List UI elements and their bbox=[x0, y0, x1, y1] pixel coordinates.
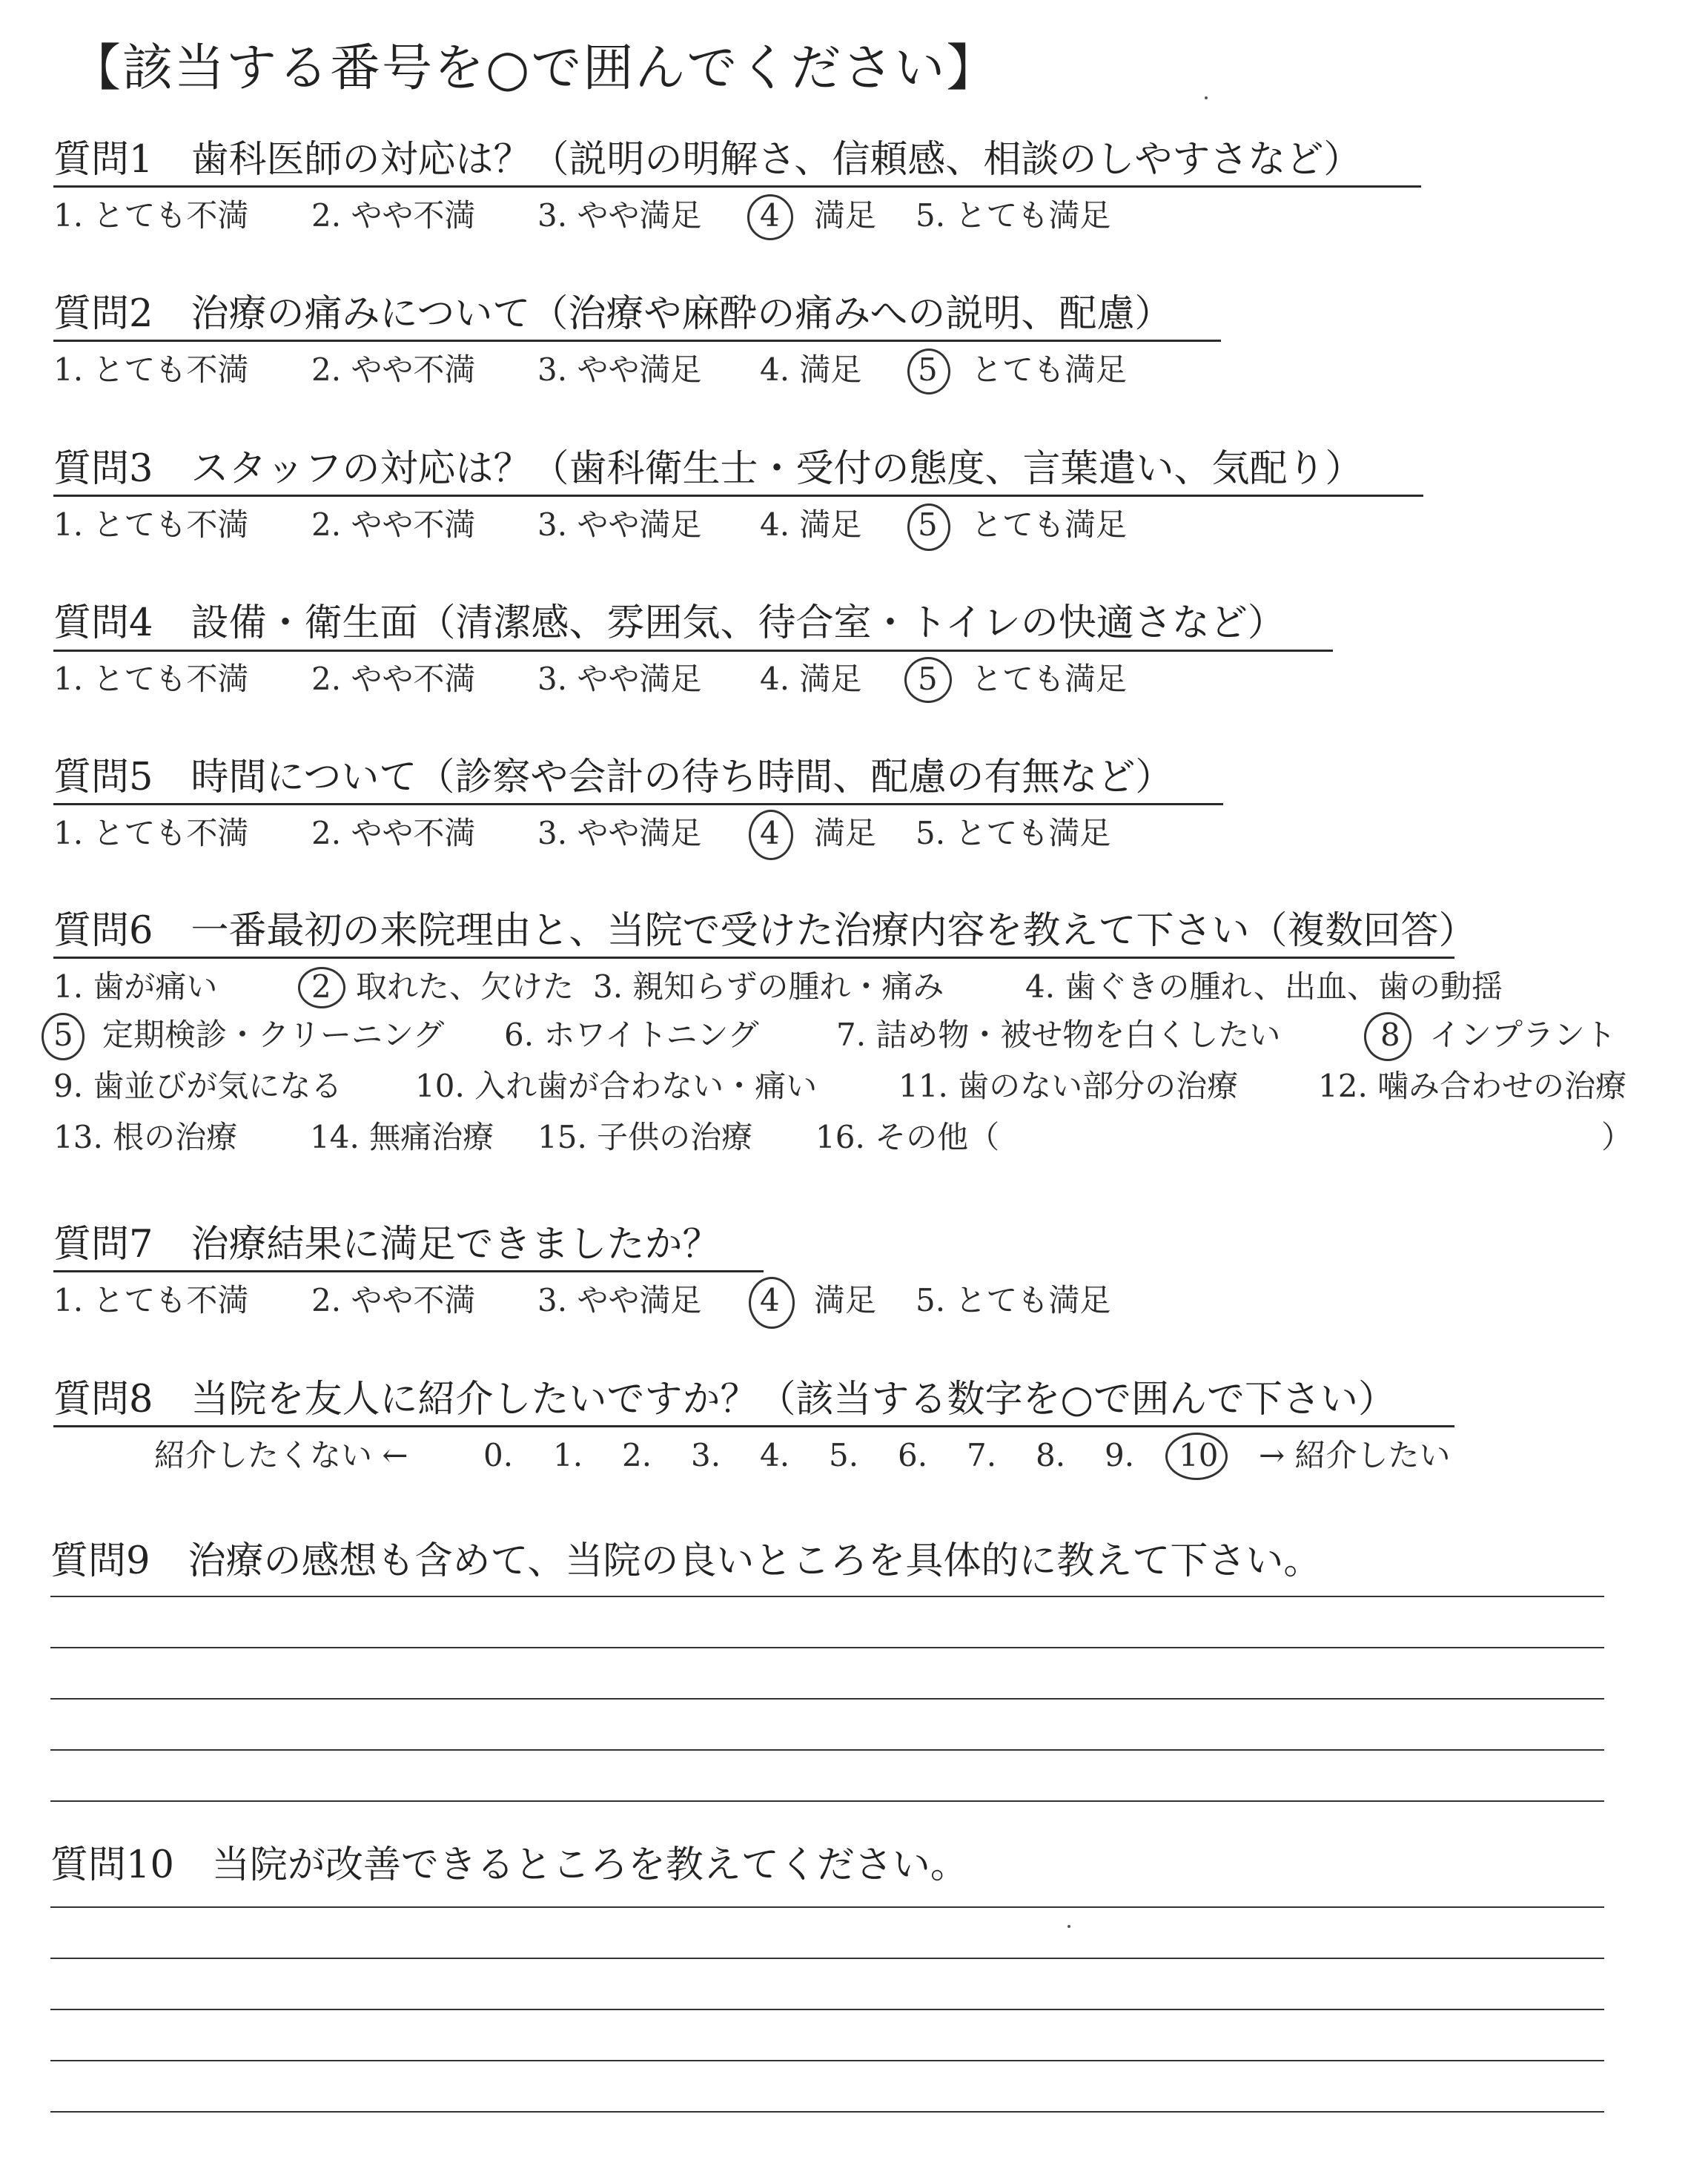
q6-option-16[interactable]: 16. その他（ bbox=[815, 1119, 1000, 1155]
q3-option-5-number[interactable]: 5 bbox=[918, 506, 938, 543]
q8-scale-2[interactable]: 2. bbox=[622, 1437, 652, 1473]
q1-option-4-text[interactable]: 満足 bbox=[814, 197, 877, 234]
page-title: 【該当する番号を○で囲んでください】 bbox=[70, 39, 999, 98]
q7-option-1[interactable]: 1. とても不満 bbox=[53, 1282, 249, 1318]
q6-option-13[interactable]: 13. 根の治療 bbox=[53, 1119, 238, 1155]
q1-option-5[interactable]: 5. とても満足 bbox=[916, 197, 1111, 234]
scan-speck bbox=[1205, 96, 1208, 99]
question-2-underline bbox=[53, 340, 1221, 342]
q7-option-2[interactable]: 2. やや不満 bbox=[311, 1282, 476, 1318]
question-1-underline bbox=[53, 185, 1421, 188]
q9-answer-line[interactable] bbox=[50, 1647, 1604, 1648]
question-6-underline bbox=[53, 957, 1454, 959]
q5-option-2[interactable]: 2. やや不満 bbox=[311, 815, 476, 851]
q7-option-4-number[interactable]: 4 bbox=[760, 1282, 780, 1318]
q9-answer-line[interactable] bbox=[50, 1749, 1604, 1751]
q6-option-2-circle bbox=[298, 967, 345, 1008]
q6-option-15[interactable]: 15. 子供の治療 bbox=[537, 1119, 753, 1155]
q6-option-9[interactable]: 9. 歯並びが気になる bbox=[53, 1068, 342, 1104]
q6-option-5-number[interactable]: 5 bbox=[53, 1017, 73, 1053]
q4-option-5-number[interactable]: 5 bbox=[918, 661, 938, 697]
question-7-underline bbox=[53, 1270, 764, 1272]
q1-selected-circle bbox=[747, 194, 793, 240]
q3-selected-circle bbox=[907, 503, 950, 551]
q9-answer-line[interactable] bbox=[50, 1698, 1604, 1700]
q5-selected-circle bbox=[749, 810, 793, 860]
question-3-underline bbox=[53, 495, 1423, 497]
q5-option-3[interactable]: 3. やや満足 bbox=[537, 815, 702, 851]
q4-option-1[interactable]: 1. とても不満 bbox=[53, 661, 249, 697]
question-4-label: 質問4 設備・衛生面（清潔感、雰囲気、待合室・トイレの快適さなど） bbox=[53, 601, 1285, 645]
q7-option-4-text[interactable]: 満足 bbox=[814, 1282, 877, 1318]
question-8-underline bbox=[53, 1425, 1454, 1427]
q6-option-5-text[interactable]: 定期検診・クリーニング bbox=[102, 1017, 445, 1053]
q8-scale-4[interactable]: 4. bbox=[760, 1437, 790, 1473]
q9-answer-line[interactable] bbox=[50, 1596, 1604, 1597]
q4-option-5-text[interactable]: とても満足 bbox=[971, 661, 1128, 697]
q8-right-label: → 紹介したい bbox=[1259, 1437, 1451, 1473]
question-8-label: 質問8 当院を友人に紹介したいですか？（該当する数字を○で囲んで下さい） bbox=[53, 1378, 1396, 1421]
q6-option-2-text[interactable]: 取れた、欠けた bbox=[356, 968, 575, 1005]
q2-option-1[interactable]: 1. とても不満 bbox=[53, 351, 249, 388]
q3-option-5-text[interactable]: とても満足 bbox=[971, 506, 1128, 543]
q5-option-4-number[interactable]: 4 bbox=[760, 815, 780, 851]
q6-option-2-number[interactable]: 2 bbox=[311, 968, 331, 1005]
q4-option-2[interactable]: 2. やや不満 bbox=[311, 661, 476, 697]
q4-option-4[interactable]: 4. 満足 bbox=[760, 661, 862, 697]
q7-option-5[interactable]: 5. とても満足 bbox=[916, 1282, 1111, 1318]
q2-option-4[interactable]: 4. 満足 bbox=[760, 351, 862, 388]
q8-scale-8[interactable]: 8. bbox=[1036, 1437, 1066, 1473]
question-10-label: 質問10 当院が改善できるところを教えてください。 bbox=[50, 1843, 968, 1887]
question-2-label: 質問2 治療の痛みについて（治療や麻酔の痛みへの説明、配慮） bbox=[53, 292, 1173, 336]
q8-scale-7[interactable]: 7. bbox=[967, 1437, 997, 1473]
q10-answer-line[interactable] bbox=[50, 2060, 1604, 2061]
q6-option-8-circle bbox=[1364, 1012, 1411, 1061]
q4-option-3[interactable]: 3. やや満足 bbox=[537, 661, 702, 697]
q3-option-2[interactable]: 2. やや不満 bbox=[311, 506, 476, 543]
q2-option-2[interactable]: 2. やや不満 bbox=[311, 351, 476, 388]
q6-option-4[interactable]: 4. 歯ぐきの腫れ、出血、歯の動揺 bbox=[1025, 968, 1503, 1005]
q6-option-14[interactable]: 14. 無痛治療 bbox=[310, 1119, 494, 1155]
q8-selected-circle bbox=[1165, 1433, 1228, 1480]
q6-option-3[interactable]: 3. 親知らずの腫れ・痛み bbox=[593, 968, 944, 1005]
q6-option-6[interactable]: 6. ホワイトニング bbox=[504, 1017, 759, 1053]
q6-option-1[interactable]: 1. 歯が痛い bbox=[53, 968, 218, 1005]
q6-option-7[interactable]: 7. 詰め物・被せ物を白くしたい bbox=[836, 1017, 1281, 1053]
q1-option-1[interactable]: 1. とても不満 bbox=[53, 197, 249, 234]
question-5-label: 質問5 時間について（診察や会計の待ち時間、配慮の有無など） bbox=[53, 756, 1174, 799]
q5-option-4-text[interactable]: 満足 bbox=[814, 815, 877, 851]
q6-option-16-close-paren: ） bbox=[1601, 1119, 1633, 1155]
q7-selected-circle bbox=[749, 1277, 795, 1329]
q6-option-5-circle bbox=[42, 1013, 85, 1060]
q10-answer-line[interactable] bbox=[50, 1906, 1604, 1908]
q10-answer-line[interactable] bbox=[50, 1958, 1604, 1959]
question-6-label: 質問6 一番最初の来院理由と、当院で受けた治療内容を教えて下さい（複数回答） bbox=[53, 909, 1477, 953]
q3-option-1[interactable]: 1. とても不満 bbox=[53, 506, 249, 543]
question-1-label: 質問1 歯科医師の対応は？（説明の明解さ、信頼感、相談のしやすさなど） bbox=[53, 138, 1362, 182]
q9-answer-line[interactable] bbox=[50, 1800, 1604, 1802]
q6-option-8-text[interactable]: インプラント bbox=[1429, 1017, 1617, 1053]
q2-option-5-number[interactable]: 5 bbox=[918, 351, 938, 388]
q4-selected-circle bbox=[904, 657, 952, 703]
q8-scale-3[interactable]: 3. bbox=[691, 1437, 721, 1473]
q1-option-4-number[interactable]: 4 bbox=[760, 197, 780, 234]
q2-option-5-text[interactable]: とても満足 bbox=[971, 351, 1128, 388]
q8-scale-6[interactable]: 6. bbox=[898, 1437, 928, 1473]
question-5-underline bbox=[53, 803, 1223, 805]
q6-option-12[interactable]: 12. 噛み合わせの治療 bbox=[1318, 1068, 1627, 1104]
q3-option-3[interactable]: 3. やや満足 bbox=[537, 506, 702, 543]
question-7-label: 質問7 治療結果に満足できましたか？ bbox=[53, 1223, 721, 1266]
q8-scale-1[interactable]: 1. bbox=[553, 1437, 583, 1473]
q8-scale-9[interactable]: 9. bbox=[1105, 1437, 1135, 1473]
q8-scale-10[interactable]: 10 bbox=[1179, 1437, 1219, 1473]
q2-selected-circle bbox=[907, 349, 950, 394]
q10-answer-line[interactable] bbox=[50, 2111, 1604, 2113]
q3-option-4[interactable]: 4. 満足 bbox=[760, 506, 862, 543]
q2-option-3[interactable]: 3. やや満足 bbox=[537, 351, 702, 388]
q5-option-1[interactable]: 1. とても不満 bbox=[53, 815, 249, 851]
q10-answer-line[interactable] bbox=[50, 2009, 1604, 2010]
question-4-underline bbox=[53, 650, 1333, 652]
q8-scale-5[interactable]: 5. bbox=[829, 1437, 859, 1473]
q7-option-3[interactable]: 3. やや満足 bbox=[537, 1282, 702, 1318]
q5-option-5[interactable]: 5. とても満足 bbox=[916, 815, 1111, 851]
q6-option-11[interactable]: 11. 歯のない部分の治療 bbox=[898, 1068, 1239, 1104]
q8-left-label: 紹介したくない ← bbox=[154, 1437, 408, 1473]
scan-speck bbox=[1068, 1925, 1070, 1928]
q1-option-3[interactable]: 3. やや満足 bbox=[537, 197, 702, 234]
q6-option-10[interactable]: 10. 入れ歯が合わない・痛い bbox=[415, 1068, 818, 1104]
q6-option-8-number[interactable]: 8 bbox=[1380, 1017, 1400, 1053]
q8-scale-0[interactable]: 0. bbox=[483, 1437, 514, 1473]
question-9-label: 質問9 治療の感想も含めて、当院の良いところを具体的に教えて下さい。 bbox=[50, 1539, 1322, 1583]
question-3-label: 質問3 スタッフの対応は？（歯科衛生士・受付の態度、言葉遣い、気配り） bbox=[53, 447, 1363, 491]
q1-option-2[interactable]: 2. やや不満 bbox=[311, 197, 476, 234]
